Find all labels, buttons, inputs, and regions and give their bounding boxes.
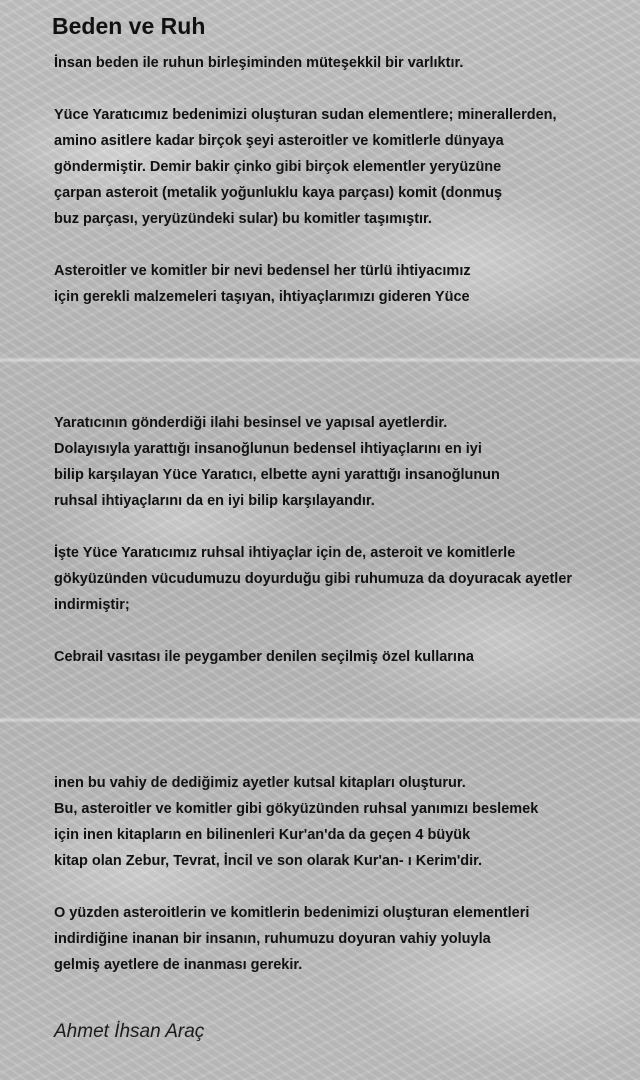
poem-line: Yaratıcının gönderdiği ilahi besinsel ve yapısal ayetlerdir. [54,415,448,431]
poem-line: kitap olan Zebur, Tevrat, İncil ve son olarak Kur'an- ı Kerim'dir. [54,853,483,869]
poem-line: ruhsal ihtiyaçlarını da en iyi bilip karşılayandır. [54,493,375,509]
poem-line: Cebrail vasıtası ile peygamber denilen seçilmiş özel kullarına [54,649,474,665]
poem-line: göndermiştir. Demir bakir çinko gibi birçok elementler yeryüzüne [54,159,502,175]
poem-line: amino asitlere kadar birçok şeyi asteroitler ve komitlerle dünyaya [54,133,504,149]
poem-line: bilip karşılayan Yüce Yaratıcı, elbette ayni yarattığı insanoğlunun [54,467,500,483]
poem-line: için gerekli malzemeleri taşıyan, ihtiyaçlarımızı gideren Yüce [54,289,470,305]
poem-line: indirmiştir; [54,597,130,613]
poem-title: Beden ve Ruh [52,13,206,39]
poem-line: İnsan beden ile ruhun birleşiminden müteşekkil bir varlıktır. [54,55,464,71]
page-section-divider [0,357,640,363]
poem-line: gelmiş ayetlere de inanması gerekir. [54,957,303,973]
poem-author: Ahmet İhsan Araç [54,1021,205,1042]
poem-line: Bu, asteroitler ve komitler gibi gökyüzünden ruhsal yanımızı beslemek [54,801,539,817]
poem-line: Dolayısıyla yarattığı insanoğlunun bedensel ihtiyaçlarını en iyi [54,441,482,457]
poem-line: O yüzden asteroitlerin ve komitlerin bedenimizi oluşturan elementleri [54,905,530,921]
poem-line: için inen kitapların en bilinenleri Kur'an'da da geçen 4 büyük [54,827,471,843]
poem-line: Asteroitler ve komitler bir nevi bedensel her türlü ihtiyacımız [54,263,471,279]
poem-line: inen bu vahiy de dediğimiz ayetler kutsal kitapları oluşturur. [54,775,466,791]
page-section-divider [0,717,640,723]
poem-line: indirdiğine inanan bir insanın, ruhumuzu doyuran vahiy yoluyla [54,931,491,947]
poem-line: çarpan asteroit (metalik yoğunluklu kaya parçası) komit (donmuş [54,185,503,201]
poem-line: gökyüzünden vücudumuzu doyurduğu gibi ruhumuza da doyuracak ayetler [54,571,573,587]
poem-line: İşte Yüce Yaratıcımız ruhsal ihtiyaçlar için de, asteroit ve komitlerle [54,545,516,561]
poem-line: Yüce Yaratıcımız bedenimizi oluşturan sudan elementlere; minerallerden, [54,107,557,123]
poem-line: buz parçası, yeryüzündeki sular) bu komitler taşımıştır. [54,211,432,227]
